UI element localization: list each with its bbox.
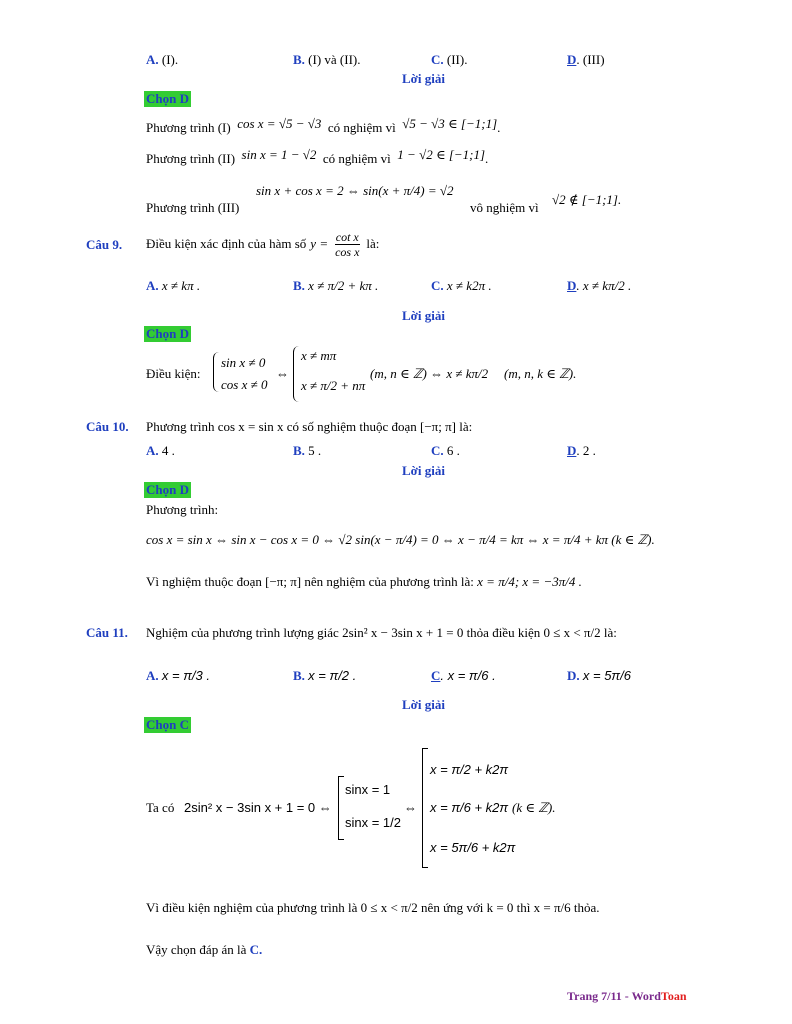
q8-line-3-cond: √2 ∉ [−1;1].	[552, 192, 622, 207]
q9-option-d: D. x ≠ kπ/2 .	[567, 278, 632, 293]
q11-case-2: sinx = 1/2	[345, 815, 402, 830]
q9-equiv-1: ⇔	[276, 366, 289, 381]
q11-sol-1: x = π/2 + k2π	[430, 762, 509, 777]
q11-option-a: A. x = π/3 .	[146, 668, 210, 683]
q8-line-2: Phương trình (II) sin x = 1 − √2 có nghiệm vì 1 − √2 ∈ [−1;1].	[146, 147, 489, 166]
q10-chosen: Chọn D	[146, 482, 189, 497]
q9-sys-3: x ≠ mπ	[301, 348, 337, 363]
q9-brace-1	[213, 352, 220, 392]
q11-option-c: C. x = π/6 .	[431, 668, 496, 683]
q9-sys-1: sin x ≠ 0	[221, 355, 266, 370]
q9-solution-label: Lời giải	[402, 308, 445, 323]
q10-option-b: B. 5 .	[293, 443, 322, 458]
q8-option-a: A. (I).	[146, 52, 179, 67]
q9-label: Câu 9.	[86, 237, 123, 252]
q8-option-d: D. (III)	[567, 52, 605, 67]
q11-conclusion: Vậy chọn đáp án là C.	[146, 942, 263, 957]
q10-option-d: D. 2 .	[567, 443, 596, 458]
q11-option-d: D. x = 5π/6	[567, 668, 631, 683]
q11-bracket-2	[422, 748, 428, 868]
q9-option-a: A. x ≠ kπ .	[146, 278, 201, 293]
q8-line-3-prefix: Phương trình (III)	[146, 200, 240, 215]
q10-line-2: cos x = sin x ⇔ sin x − cos x = 0 ⇔ √2 sin(x − π/4) = 0 ⇔ x − π/4 = kπ ⇔ x = π/4 + kπ (k ∈ ℤ).	[146, 532, 655, 547]
q11-work-prefix: Ta có	[146, 800, 175, 815]
q8-chosen: Chọn D	[146, 91, 189, 106]
q11-option-b: B. x = π/2 .	[293, 668, 357, 683]
q10-label: Câu 10.	[86, 419, 129, 434]
q9-chosen: Chọn D	[146, 326, 189, 341]
q9-brace-2	[293, 346, 300, 402]
q9-cond-tail-1: (m, n ∈ ℤ) ⇔ x ≠ kπ/2	[370, 366, 489, 381]
q11-label: Câu 11.	[86, 625, 128, 640]
q11-cond-line: Vì điều kiện nghiệm của phương trình là 0 ≤ x < π/2 nên ứng với k = 0 thì x = π/6 thỏa.	[146, 900, 600, 915]
q9-cond-prefix: Điều kiện:	[146, 366, 201, 381]
q8-line-3-mid: vô nghiệm vì	[470, 200, 539, 215]
q11-chosen: Chọn C	[146, 717, 189, 732]
q11-work-eq: 2sin² x − 3sin x + 1 = 0 ⇔	[184, 800, 332, 815]
q11-case-1: sinx = 1	[345, 782, 391, 797]
q10-line-3: Vì nghiệm thuộc đoạn [−π; π] nên nghiệm của phương trình là: x = π/4; x = −3π/4 .	[146, 574, 582, 589]
q9-sys-2: cos x ≠ 0	[221, 377, 268, 392]
q8-solution-label: Lời giải	[402, 71, 445, 86]
q11-solution-label: Lời giải	[402, 697, 445, 712]
q11-equiv: ⇔	[404, 800, 417, 815]
q11-stem: Nghiệm của phương trình lượng giác 2sin² x − 3sin x + 1 = 0 thỏa điều kiện 0 ≤ x < π/2 là:	[146, 625, 617, 640]
q8-line-3-eq: sin x + cos x = 2 ⇔ sin(x + π/4) = √2	[256, 183, 454, 198]
q8-option-b: B. (I) và (II).	[293, 52, 361, 67]
q10-line-1: Phương trình:	[146, 502, 219, 517]
q9-stem: Điều kiện xác định của hàm số y = $\frac{\text{cot x}}{\text{cos x}}$ là:	[146, 229, 380, 259]
q9-cond-tail-2: (m, n, k ∈ ℤ).	[504, 366, 577, 381]
q10-solution-label: Lời giải	[402, 463, 445, 478]
q11-sol-3: x = 5π/6 + k2π	[430, 840, 516, 855]
q10-option-a: A. 4 .	[146, 443, 175, 458]
q9-option-b: B. x ≠ π/2 + kπ .	[293, 278, 379, 293]
q11-work-tail: (k ∈ ℤ).	[512, 800, 556, 815]
q9-sys-4: x ≠ π/2 + nπ	[301, 378, 366, 393]
q8-option-c: C. (II).	[431, 52, 468, 67]
q9-option-c: C. x ≠ k2π .	[431, 278, 492, 293]
q10-option-c: C. 6 .	[431, 443, 460, 458]
page-footer: Trang 7/11 - WordToan	[567, 989, 687, 1003]
q8-line-1: Phương trình (I) cos x = √5 − √3 có nghiệm vì √5 − √3 ∈ [−1;1].	[146, 116, 501, 135]
q11-bracket-1	[338, 776, 344, 840]
q10-stem: Phương trình cos x = sin x có số nghiệm thuộc đoạn [−π; π] là:	[146, 419, 473, 434]
q11-sol-2: x = π/6 + k2π	[430, 800, 509, 815]
